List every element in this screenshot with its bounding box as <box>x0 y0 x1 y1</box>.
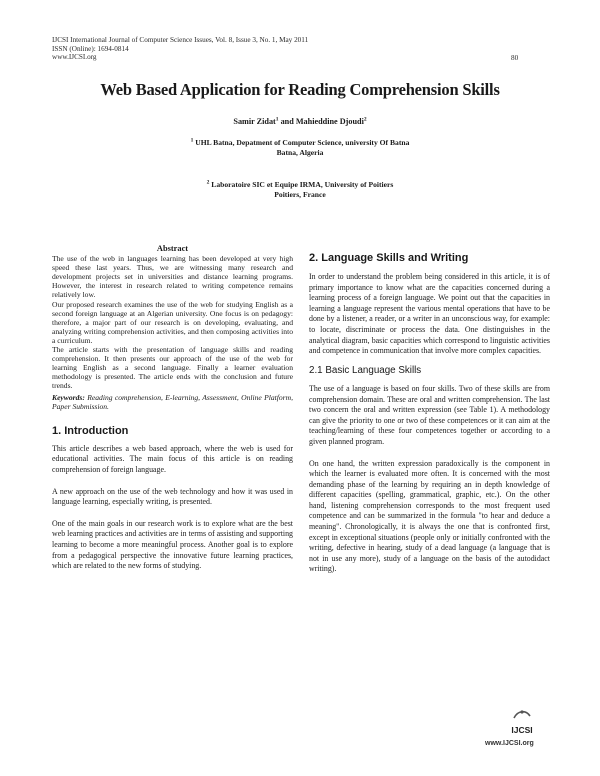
intro-paragraph-2: A new approach on the use of the web technology and how it was used in language learning, especially writing, is presented. <box>52 486 293 507</box>
journal-header <box>52 36 308 62</box>
keywords-list: Reading comprehension, E-learning, Assessment, Online Platform, Paper Submission. <box>52 392 293 411</box>
paper-title: Web Based Application for Reading Comprehension Skills <box>100 80 500 99</box>
affiliation-1-sup: 1 <box>190 137 194 144</box>
affiliation-2-sup: 2 <box>206 179 210 186</box>
subsection-heading: 2.1 Basic Language Skills <box>309 364 422 376</box>
author-list <box>0 117 600 126</box>
section2-paragraph-2: The use of a language is based on four skills. Two of these skills are from comprehension domain. These are oral and written comprehension. The last two concern the oral and written expression (see Table 1). A methodology can give the priority to one or two of these competences or it can aim at the teaching/learning of these four competences together or according to a given planned program. <box>309 383 550 446</box>
intro-heading: 1. Introduction <box>52 424 129 437</box>
keywords <box>52 393 293 411</box>
affiliation-2-line1: Laboratoire SIC et Equipe IRMA, University of Poitiers <box>211 180 394 189</box>
page-number: 80 <box>511 54 519 62</box>
abstract-paragraph-1: The use of the web in languages learning has been developed at very high speed these last years. Thus, we are witnessing many research and development projects set in universities and distance learning programs. However, the interest in research related to writing competence remains relatively low. <box>52 254 293 300</box>
affiliation-2-line2: Poitiers, France <box>274 190 326 199</box>
intro-paragraph-3: One of the main goals in our research work is to explore what are the best web learning practices and activities are in terms of assisting and supporting learning to become a more meaningful process. Another goal is to explore from a pedagogical perspective the innovative future learning practices, which are related to the new forms of studying. <box>52 518 293 571</box>
left-column <box>52 244 293 572</box>
author-2: and Mahieddine Djoudi <box>278 117 364 126</box>
section2-paragraph-1: In order to understand the problem being considered in this article, it is of primary importance to know what are the capacities concerned during a learning process of a foreign language. We point out that the capacities in learning a language represent the various mental operations that have to be done by a listener, a reader, or a writer in an unconscious way, for example: to locate, discriminate or process the data. One distinguishes in the analytical diagram, basic capacities which correspond to linguistic activities and competence in communication that involve more complex capacities. <box>309 272 550 356</box>
affiliation-1-line2: Batna, Algeria <box>276 148 324 157</box>
abstract-paragraph-3: The article starts with the presentation of language skills and reading comprehension. It then presents our approach of the use of the web for learning English as a second language. Finally a learner evaluation methodology is presented. The article ends with the conclusion and future trends. <box>52 345 293 391</box>
affiliation-2 <box>0 180 600 200</box>
section2-heading: 2. Language Skills and Writing <box>309 252 469 264</box>
header-website-link[interactable]: www.IJCSI.org <box>52 53 97 62</box>
affiliation-1 <box>0 138 600 158</box>
section2-paragraph-3: On one hand, the written expression paradoxically is the component in which the learner is evaluated more often. It is concerned with the most demanding phase of the learning by requiring an in depth knowledge of different capacities (spelling, grammatical, graphic, etc.). On the other hand, listening comprehension corresponds to the most frequent used competence and can be summarized in the formula "to hear and deduce a meaning". Chronologically, it is always the one that is confronted first, except in exceptional situations (people only or initially confronted with the writing, defective in hearing, study of a dead language (a language that is not in use any more), study of a language on the basis of the autodidact writing). <box>309 458 550 574</box>
abstract-paragraph-2: Our proposed research examines the use of the web for studying English as a second foreign language at an Algerian university. One focus is on pedagogy: therefore, a major part of our research is on developing, evaluating, and analyzing writing comprehension activities, and then composing activities into a curriculum. <box>52 299 293 345</box>
journal-logo <box>494 707 550 735</box>
author-1-sup: 1 <box>275 116 279 123</box>
header-journal-line: IJCSI International Journal of Computer Science Issues, Vol. 8, Issue 3, No. 1, May 2011 <box>52 36 309 44</box>
author-2-sup: 2 <box>363 116 367 123</box>
intro-paragraph-1: This article describes a web based approach, where the web is used for educational activities. The main focus of this article is on reading comprehension of foreign language. <box>52 443 293 474</box>
logo-text: IJCSI <box>511 725 533 735</box>
keywords-label: Keywords: <box>52 392 85 402</box>
header-issn-line: ISSN (Online): 1694-0814 <box>52 44 129 53</box>
author-1: Samir Zidat <box>233 117 276 126</box>
right-column <box>309 254 550 575</box>
abstract-heading: Abstract <box>156 244 189 253</box>
footer-url-link[interactable]: www.IJCSI.org <box>485 740 534 747</box>
logo-swoosh-icon <box>512 708 532 720</box>
affiliation-1-line1: UHL Batna, Depatment of Computer Science, university Of Batna <box>195 138 410 147</box>
